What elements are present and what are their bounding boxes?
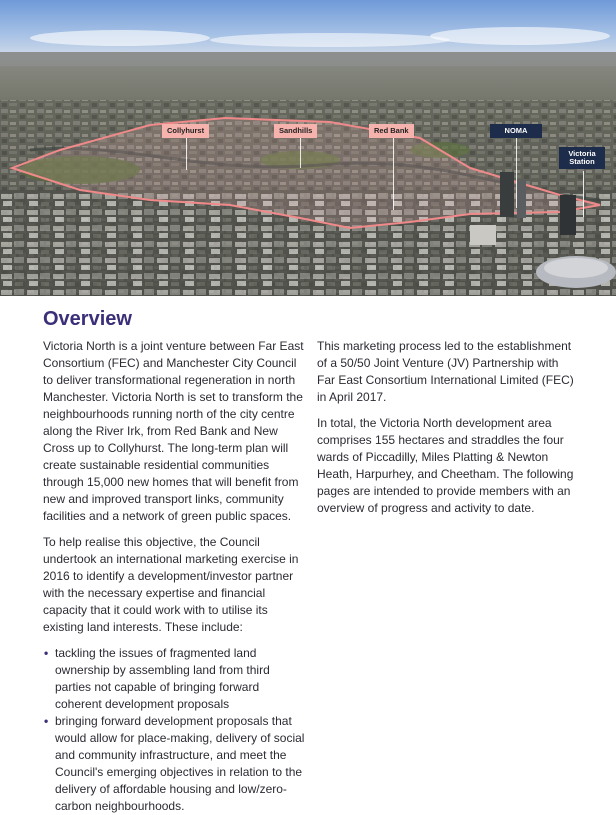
label-victoria-station: Victoria Station [559, 147, 605, 169]
list-item: • bringing forward development proposals that would allow for place-making, delivery of social and community infrastructure, and meet the Council's emerging objectives in relation to the delivery of affordable housing and low/zero-carbon neighbourhoods. [44, 714, 305, 813]
label-red-bank: Red Bank [369, 124, 414, 138]
red-bank-pin [393, 138, 394, 210]
aerial-photo-graphic [0, 0, 616, 296]
intro-paragraph: Victoria North is a joint venture between Far East Consortium (FEC) and Manchester City Council to deliver transformational regeneration in north Manchester. Victoria North is set to transform the neighbourhoods running north of the city centre along the River Irk, from Red Bank and New Cross up to Collyhurst. The long-term plan will create sustainable residential communities through 15,000 new homes that will benefit from new and improved transport links, community facilities and a network of green public spaces. [43, 339, 304, 523]
jv-paragraph: This marketing process led to the establishment of a 50/50 Joint Venture (JV) Partnership with Far East Consortium International Limited (FEC) in April 2017. [317, 339, 574, 404]
victoria-station-pin [583, 171, 584, 217]
objectives-list [43, 645, 305, 815]
bullet-icon: • [44, 714, 49, 728]
bullet-icon: • [44, 646, 49, 660]
noma-pin [516, 138, 517, 208]
left-column [43, 338, 305, 815]
marketing-paragraph: To help realise this objective, the Council undertook an international marketing exercise in 2016 to identify a development/investor partner with the necessary expertise and financial capacity that it could work with to utilise its existing land interests. These include: [43, 535, 299, 634]
sandhills-pin [300, 138, 301, 168]
label-collyhurst: Collyhurst [162, 124, 209, 138]
label-noma: NOMA [490, 124, 542, 138]
section-title: Overview [43, 308, 132, 330]
right-column [317, 338, 579, 526]
label-sandhills: Sandhills [274, 124, 317, 138]
area-paragraph: In total, the Victoria North development area comprises 155 hectares and straddles the four wards of Piccadilly, Miles Platting & Newton Heath, Harpurhey, and Cheetham. The following pages are intended to provide members with an overview of progress and activity to date. [317, 416, 574, 515]
list-item: • tackling the issues of fragmented land ownership by assembling land from third parties not capable of bringing forward coherent development proposals [44, 646, 270, 711]
aerial-photo [0, 0, 616, 296]
collyhurst-pin [186, 138, 187, 170]
